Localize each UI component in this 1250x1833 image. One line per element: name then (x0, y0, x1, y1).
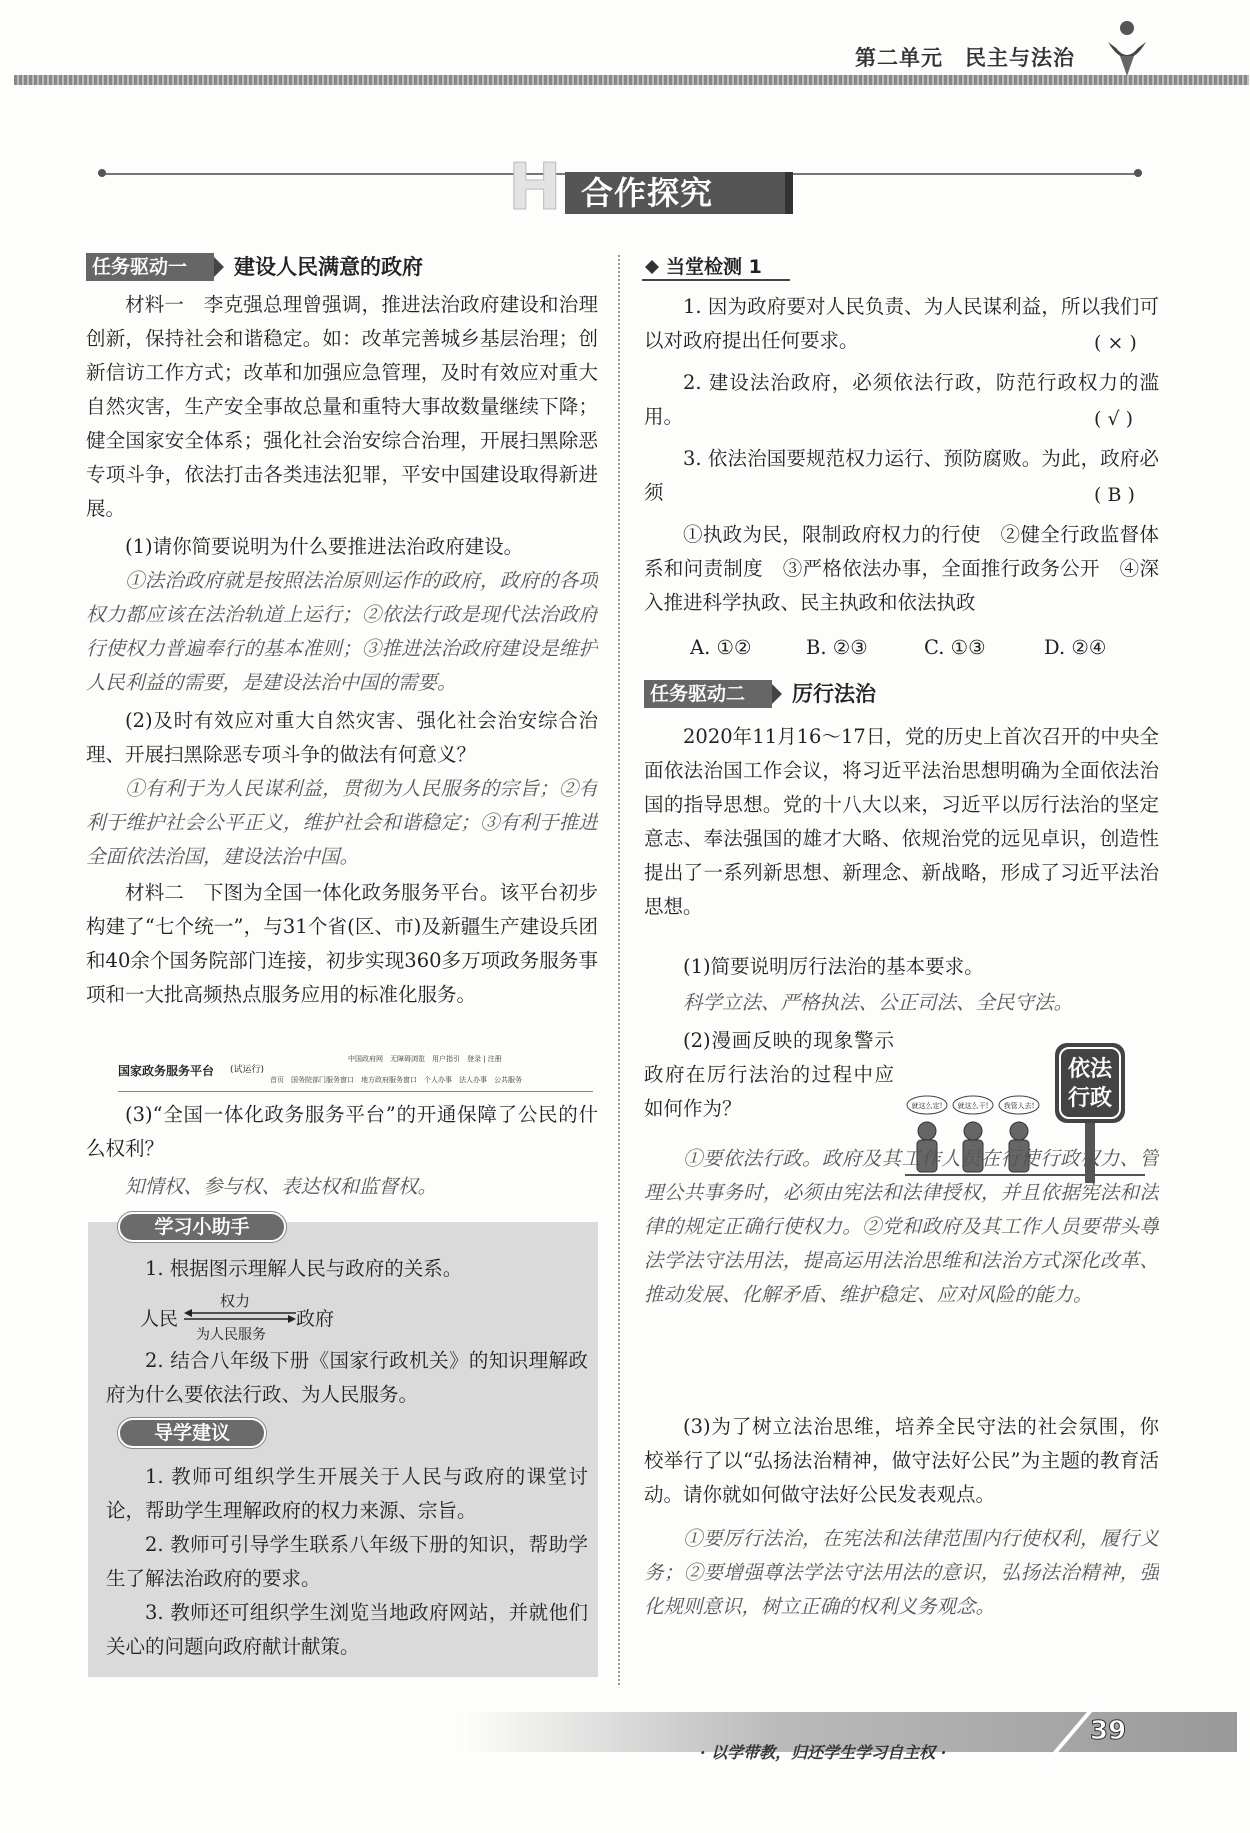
relation-power: 权力 (220, 1292, 251, 1310)
helper-item2: 2. 结合八年级下册《国家行政机关》的知识理解政府为什么要依法行政、为人民服务。 (106, 1349, 588, 1406)
cartoon-bubble3: 我管人去! (1003, 1102, 1035, 1110)
cartoon-sign-line2: 行政 (1067, 1086, 1113, 1111)
task1-answer2: ①有利于为人民谋利益，贯彻为人民服务的宗旨；②有利于维护社会公平正义，维护社会和谐稳定；③有利于推进全面依法治国，建设法治中国。 (86, 777, 598, 868)
check-q1-mark: ( × ) (1094, 332, 1137, 354)
choice-b: B. ②③ (806, 636, 868, 659)
task2-answer2: ①要依法行政。政府及其工作人员在行使行政权力、管理公共事务时，必须由宪法和法律授权，并且依据宪法和法律的规定正确行使权力。②党和政府及其工作人员要带头尊法学法守法用法，提高运用法治思维和法治方式深化改革、推动发展、化解矛盾、维护稳定、应对风险的能力。 (644, 1147, 1159, 1306)
task1-material2: 材料二 下图为全国一体化政务服务平台。该平台初步构建了“七个统一”，与31个省(区、市)及新疆生产建设兵团和40余个国务院部门连接，初步实现360多万项政务服务事项和一大批高频热点服务应用的标准化服务。 (86, 881, 598, 1006)
helper-item1: 1. 根据图示理解人民与政府的关系。 (145, 1257, 463, 1280)
relation-people: 人民 (140, 1308, 179, 1330)
class-check-tag: 当堂检测 1 (642, 253, 790, 281)
task1-question2: (2)及时有效应对重大自然灾害、强化社会治安综合治理、开展扫黑除恶专项斗争的做法有何意义？ (86, 709, 598, 766)
task2-intro: 2020年11月16～17日，党的历史上首次召开的中央全面依法治国工作会议，将习近平法治思想明确为全面依法治国的指导思想。党的十八大以来，习近平以厉行法治的坚定意志、奉法强国的雄才大略、依规治党的远见卓识，创造性提出了一系列新思想、新理念、新战略，形成了习近平法治思想。 (644, 725, 1159, 918)
unit-title: 第二单元 民主与法治 (855, 46, 1075, 70)
relation-government: 政府 (296, 1308, 335, 1330)
check-question1: 1. 因为政府要对人民负责、为人民谋利益，所以我们可以对政府提出任何要求。 (644, 295, 1159, 352)
guide-title: 导学建议 (118, 1418, 266, 1448)
cartoon-bubble1: 就这么定! (911, 1102, 943, 1110)
reading-person-logo-icon (1098, 18, 1156, 78)
task1-question3: (3)“全国一体化政务服务平台”的开通保障了公民的什么权利？ (86, 1103, 598, 1160)
study-helper-title: 学习小助手 (118, 1212, 286, 1242)
task2-question2: (2)漫画反映的现象警示政府在厉行法治的过程中应如何作为？ (644, 1029, 894, 1120)
check-question3: 3. 依法治国要规范权力运行、预防腐败。为此，政府必须 (644, 447, 1159, 504)
check-question2: 2. 建设法治政府，必须依法行政，防范行政权力的滥用。 (644, 371, 1159, 428)
banner-dot-right (1134, 169, 1142, 177)
page-number: 39 (1090, 1716, 1127, 1746)
relation-serve: 为人民服务 (196, 1327, 266, 1343)
task2-answer3: ①要厉行法治，在宪法和法律范围内行使权利，履行义务；②要增强尊法学法守法用法的意识，弘扬法治精神，强化规则意识，树立正确的权利义务观念。 (644, 1527, 1159, 1618)
section-title: 合作探究 (565, 172, 793, 214)
header-rule (14, 75, 1249, 85)
guide-item2: 2. 教师可引导学生联系八年级下册的知识，帮助学生了解法治政府的要求。 (106, 1533, 588, 1590)
cartoon-sign-line1: 依法 (1067, 1057, 1113, 1082)
footer-slogan: · 以学带教，归还学生学习自主权 · (700, 1743, 947, 1762)
choice-a: A. ①② (690, 636, 752, 659)
check-options: ①执政为民，限制政府权力的行使 ②健全行政监督体系和问责制度 ③严格依法办事，全面推行政务公开 ④深入推进科学执政、民主执政和依法执政 (644, 523, 1159, 614)
column-divider (618, 255, 620, 1685)
cartoon-sign-board (1055, 1043, 1125, 1123)
check-q3-mark: ( B ) (1094, 484, 1135, 506)
task1-question1: (1)请你简要说明为什么要推进法治政府建设。 (125, 535, 524, 558)
task1-title: 建设人民满意的政府 (234, 255, 423, 279)
people-government-relation (140, 1290, 350, 1342)
choice-d: D. ②④ (1044, 636, 1107, 659)
choice-c: C. ①③ (924, 636, 986, 659)
gov-platform-nav: 中国政府网 无障碍浏览 用户指引 登录 | 注册 (348, 1055, 502, 1063)
task1-material1: 材料一 李克强总理曾强调，推进法治政府建设和治理创新，保持社会和谐稳定。如：改革完善城乡基层治理；创新信访工作方式；改革和加强应急管理，及时有效应对重大自然灾害，生产安全事故总量和重特大事故数量继续下降；健全国家安全体系；强化社会治安综合治理，开展扫黑除恶专项斗争，依法打击各类违法犯罪，平安中国建设取得新进展。 (86, 293, 598, 520)
cartoon-bubble2: 就这么干! (957, 1102, 989, 1110)
guide-item1: 1. 教师可组织学生开展关于人民与政府的课堂讨论，帮助学生理解政府的权力来源、宗旨。 (106, 1465, 588, 1522)
task2-tag: 任务驱动二 (644, 680, 772, 708)
gov-platform-name: 国家政务服务平台 (118, 1064, 215, 1078)
relation-arrows-icon (182, 1308, 298, 1324)
gov-platform-menu: 首页 国务院部门服务窗口 地方政府服务窗口 个人办事 法人办事 公共服务 (270, 1076, 522, 1084)
task2-title: 厉行法治 (792, 682, 876, 706)
section-letter: H (508, 151, 562, 225)
gov-platform-banner (118, 1048, 593, 1092)
gov-platform-trial: (试运行) (230, 1065, 265, 1075)
task1-answer1: ①法治政府就是按照法治原则运作的政府，政府的各项权力都应该在法治轨道上运行；②依法行政是现代法治政府行使权力普遍奉行的基本准则；③推进法治政府建设是维护人民利益的需要，是建设法治中国的需要。 (86, 569, 598, 694)
task2-question1: (1)简要说明厉行法治的基本要求。 (683, 955, 984, 978)
task2-question3: (3)为了树立法治思维，培养全民守法的社会氛围，你校举行了以“弘扬法治精神，做守法好公民”为主题的教育活动。请你就如何做守法好公民发表观点。 (644, 1415, 1159, 1506)
task2-answer1: 科学立法、严格执法、公正司法、全民守法。 (683, 991, 1074, 1014)
check-q2-mark: ( √ ) (1094, 408, 1134, 430)
banner-dot-left (98, 169, 106, 177)
guide-item3: 3. 教师还可组织学生浏览当地政府网站，并就他们关心的问题向政府献计献策。 (106, 1601, 588, 1658)
task1-tag: 任务驱动一 (86, 253, 214, 281)
task1-answer3: 知情权、参与权、表达权和监督权。 (125, 1175, 438, 1198)
